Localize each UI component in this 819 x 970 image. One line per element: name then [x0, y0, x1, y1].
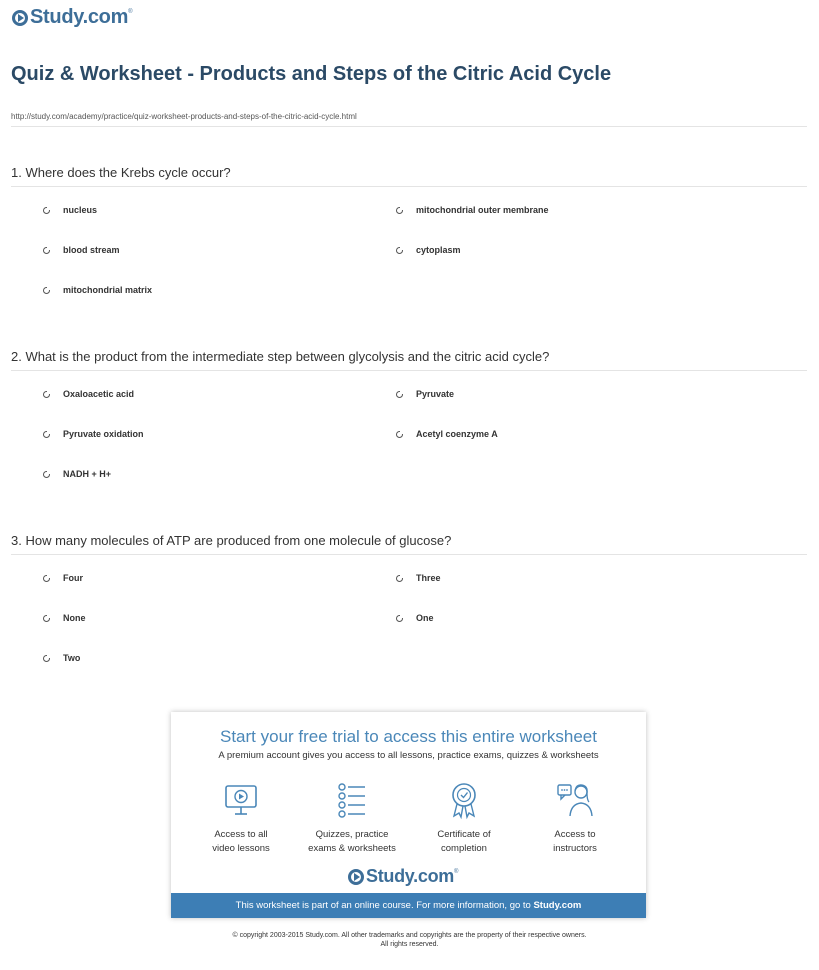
question-3 — [11, 533, 807, 555]
answer-label: One — [416, 613, 434, 623]
logo-text: Study.com — [30, 6, 129, 28]
feature-label-line1: Quizzes, practice — [315, 829, 389, 840]
feature-label-line1: Certificate of — [437, 829, 491, 840]
feature-label-line2: video lessons — [212, 843, 270, 854]
copyright-line1: © copyright 2003-2015 Study.com. All other trademarks and copyrights are the property of their respective owners. — [232, 932, 587, 939]
answer-option[interactable] — [396, 573, 441, 583]
radio-icon[interactable] — [43, 287, 50, 294]
logo-text: Study.com — [366, 866, 454, 886]
radio-icon[interactable] — [396, 431, 403, 438]
answer-option[interactable] — [43, 205, 97, 215]
feature-label-line1: Access to all — [214, 829, 268, 840]
page-title: Quiz & Worksheet - Products and Steps of the Citric Acid Cycle — [11, 63, 612, 85]
answer-option[interactable] — [43, 245, 120, 255]
certificate-icon — [444, 780, 484, 820]
title-divider — [11, 126, 807, 127]
question-text: 1. Where does the Krebs cycle occur? — [11, 165, 231, 180]
radio-icon[interactable] — [43, 615, 50, 622]
feature-certificate[interactable] — [409, 780, 519, 856]
promo-study-logo[interactable] — [348, 866, 458, 887]
promo-footer-link[interactable]: Study.com — [533, 900, 582, 911]
page-url[interactable]: http://study.com/academy/practice/quiz-worksheet-products-and-steps-of-the-citric-acid-cycle.html — [11, 112, 357, 121]
answer-label: Two — [63, 653, 81, 663]
answer-label: cytoplasm — [416, 245, 461, 255]
answer-option[interactable] — [43, 285, 152, 295]
answer-option[interactable] — [396, 389, 454, 399]
promo-footer-text: This worksheet is part of an online course. For more information, go to — [235, 900, 534, 911]
question-text: 3. How many molecules of ATP are produced from one molecule of glucose? — [11, 533, 452, 548]
radio-icon[interactable] — [396, 247, 403, 254]
feature-instructors[interactable] — [520, 780, 630, 856]
answer-option[interactable] — [396, 245, 461, 255]
radio-icon[interactable] — [43, 391, 50, 398]
answer-label: Three — [416, 573, 441, 583]
answer-label: mitochondrial outer membrane — [416, 205, 549, 215]
answer-option[interactable] — [396, 613, 434, 623]
question-divider — [11, 554, 807, 555]
radio-icon[interactable] — [43, 207, 50, 214]
video-lesson-icon — [221, 780, 261, 820]
play-circle-icon — [348, 869, 364, 885]
answer-label: Four — [63, 573, 83, 583]
answer-label: NADH + H+ — [63, 469, 112, 479]
answer-option[interactable] — [396, 429, 498, 439]
copyright-line2: All rights reserved. — [380, 941, 439, 948]
study-logo[interactable] — [12, 6, 132, 29]
answer-option[interactable] — [43, 653, 80, 663]
answer-label: Pyruvate — [416, 389, 455, 399]
play-circle-icon — [12, 10, 28, 26]
answer-label: nucleus — [63, 205, 98, 215]
answer-option[interactable] — [43, 613, 86, 623]
instructor-icon — [555, 780, 595, 820]
answer-label: Pyruvate oxidation — [63, 429, 144, 439]
promo-heading[interactable]: Start your free trial to access this entire worksheet — [220, 727, 597, 746]
radio-icon[interactable] — [43, 431, 50, 438]
feature-label-line2: exams & worksheets — [308, 843, 396, 854]
answer-option[interactable] — [43, 429, 144, 439]
answer-option[interactable] — [43, 389, 134, 399]
trademark-mark: ® — [128, 9, 133, 15]
question-2 — [11, 349, 807, 371]
answer-option[interactable] — [43, 469, 111, 479]
answer-option[interactable] — [396, 205, 549, 215]
answer-label: None — [63, 613, 86, 623]
radio-icon[interactable] — [396, 575, 403, 582]
radio-icon[interactable] — [43, 471, 50, 478]
radio-icon[interactable] — [396, 207, 403, 214]
question-divider — [11, 186, 807, 187]
trademark-mark: ® — [453, 869, 459, 875]
feature-quizzes[interactable] — [297, 780, 407, 856]
radio-icon[interactable] — [396, 615, 403, 622]
answer-option[interactable] — [43, 573, 83, 583]
answer-label: blood stream — [63, 245, 120, 255]
promo-subheading: A premium account gives you access to all lessons, practice exams, quizzes & worksheets — [218, 750, 599, 761]
feature-label-line2: instructors — [553, 843, 597, 854]
quiz-list-icon — [332, 780, 372, 820]
copyright — [0, 931, 819, 949]
radio-icon[interactable] — [43, 247, 50, 254]
question-divider — [11, 370, 807, 371]
feature-label-line1: Access to — [554, 829, 596, 840]
feature-label-line2: completion — [441, 843, 487, 854]
promo-footer-bar — [171, 893, 646, 918]
radio-icon[interactable] — [43, 655, 50, 662]
answer-label: Acetyl coenzyme A — [416, 429, 498, 439]
answer-label: Oxaloacetic acid — [63, 389, 135, 399]
radio-icon[interactable] — [43, 575, 50, 582]
question-1 — [11, 165, 807, 187]
answer-label: mitochondrial matrix — [63, 285, 153, 295]
feature-video-lessons[interactable] — [186, 780, 296, 856]
radio-icon[interactable] — [396, 391, 403, 398]
premium-promo-box — [171, 712, 646, 918]
question-text: 2. What is the product from the intermediate step between glycolysis and the citric acid cycle? — [11, 349, 550, 364]
